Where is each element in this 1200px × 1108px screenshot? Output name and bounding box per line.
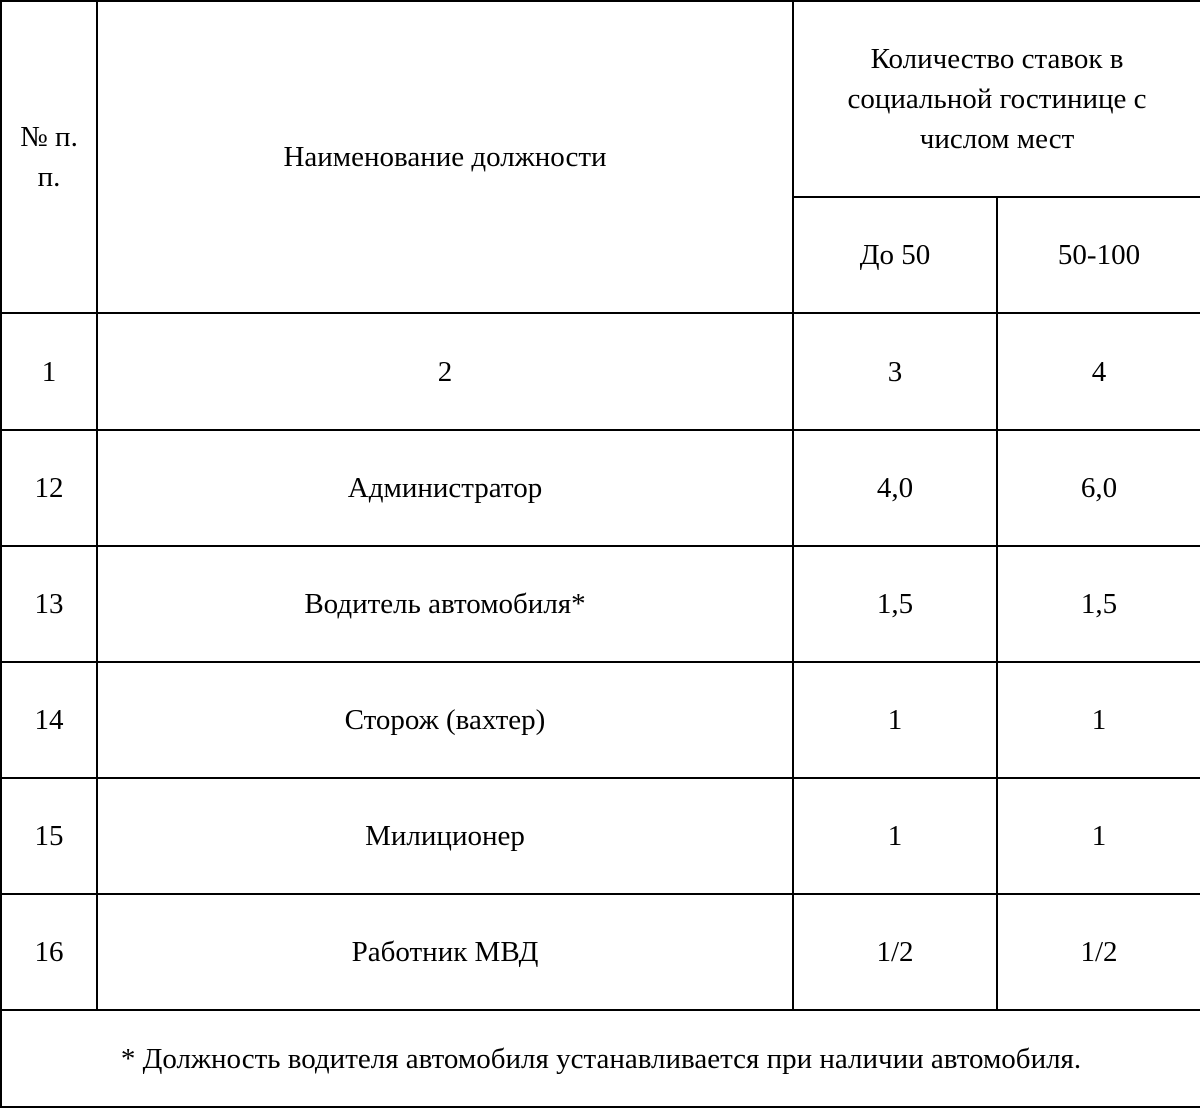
row-50-100-cell: 1,5 bbox=[997, 546, 1200, 662]
row-position-name-cell: Администратор bbox=[97, 430, 793, 546]
header-50-100-label: 50-100 bbox=[1057, 239, 1141, 271]
header-rates-group-cell bbox=[793, 1, 1200, 197]
row-up-to-50-cell: 1/2 bbox=[793, 894, 997, 1010]
row-up-to-50-cell: 1 bbox=[793, 778, 997, 894]
row-up-to-50-cell: 1,5 bbox=[793, 546, 997, 662]
column-numbers-row bbox=[1, 313, 1200, 430]
header-rates-group-label: Количество ставок в социальной гостинице с числом мест bbox=[847, 43, 1147, 155]
header-position-name-label: Наименование должности bbox=[283, 141, 607, 173]
row-number-cell: 15 bbox=[1, 778, 97, 894]
row-position-name-cell: Милиционер bbox=[97, 778, 793, 894]
footnote-row bbox=[1, 1010, 1200, 1107]
header-row-main bbox=[1, 1, 1200, 197]
footnote: * Должность водителя автомобиля устанавливается при наличии автомобиля. bbox=[1, 1010, 1200, 1107]
row-number-cell: 12 bbox=[1, 430, 97, 546]
row-50-100-cell: 1 bbox=[997, 778, 1200, 894]
header-number-cell bbox=[1, 1, 97, 313]
column-number-cell: 4 bbox=[997, 313, 1200, 430]
row-number-cell: 16 bbox=[1, 894, 97, 1010]
row-50-100-cell: 1 bbox=[997, 662, 1200, 778]
header-50-100-cell bbox=[997, 197, 1200, 313]
column-number-cell: 1 bbox=[1, 313, 97, 430]
table-row bbox=[1, 662, 1200, 778]
header-number-label: № п. п. bbox=[20, 121, 78, 193]
table-row bbox=[1, 546, 1200, 662]
table-row bbox=[1, 778, 1200, 894]
row-number-cell: 13 bbox=[1, 546, 97, 662]
row-number-cell: 14 bbox=[1, 662, 97, 778]
column-number-cell: 2 bbox=[97, 313, 793, 430]
header-position-name-cell bbox=[97, 1, 793, 313]
row-50-100-cell: 6,0 bbox=[997, 430, 1200, 546]
header-up-to-50-cell bbox=[793, 197, 997, 313]
row-position-name-cell: Работник МВД bbox=[97, 894, 793, 1010]
table-row bbox=[1, 894, 1200, 1010]
header-up-to-50-label: До 50 bbox=[859, 239, 931, 271]
row-50-100-cell: 1/2 bbox=[997, 894, 1200, 1010]
row-position-name-cell: Водитель автомобиля* bbox=[97, 546, 793, 662]
row-up-to-50-cell: 4,0 bbox=[793, 430, 997, 546]
row-up-to-50-cell: 1 bbox=[793, 662, 997, 778]
table-row bbox=[1, 430, 1200, 546]
column-number-cell: 3 bbox=[793, 313, 997, 430]
row-position-name-cell: Сторож (вахтер) bbox=[97, 662, 793, 778]
